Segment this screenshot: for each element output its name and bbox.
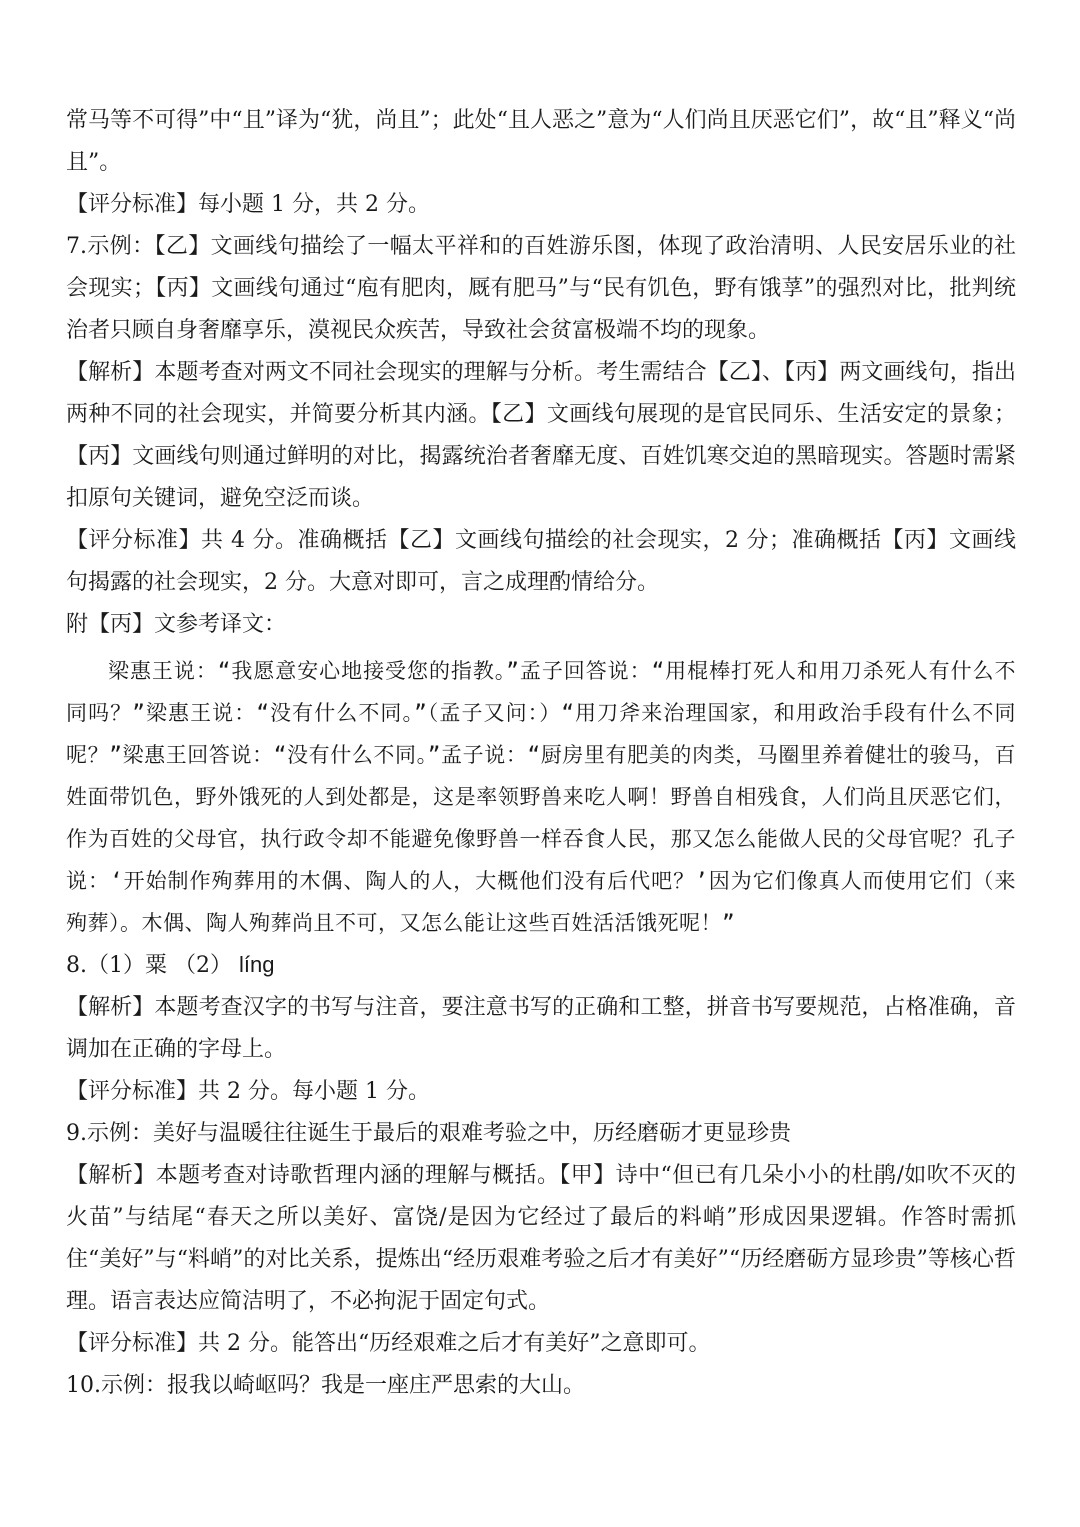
q6-explanation-continuation: 常马等不可得”中“且”译为“犹，尚且”；此处“且人恶之”意为“人们尚且厌恶它们”，故“且”释义“尚且”。: [66, 108, 1016, 175]
q8-pinyin: líng: [238, 952, 275, 977]
q7-sample-answer: 7.示例：【乙】文画线句描绘了一幅太平祥和的百姓游乐图，体现了政治清明、人民安居乐业的社会现实；【丙】文画线句通过“庖有肥肉，厩有肥马”与“民有饥色，野有饿莩”的强烈对比，批判统治者只顾自身奢靡享乐，漠视民众疾苦，导致社会贫富极端不均的现象。: [66, 234, 1016, 343]
q9-scoring-standard: 【评分标准】共 2 分。能答出“历经艰难之后才有美好”之意即可。: [66, 1331, 711, 1356]
q6-scoring-standard: 【评分标准】每小题 1 分，共 2 分。: [66, 192, 430, 217]
q7-scoring-standard: 【评分标准】共 4 分。准确概括【乙】文画线句描绘的社会现实，2 分；准确概括【丙】文画线句揭露的社会现实，2 分。大意对即可，言之成理酌情给分。: [66, 528, 1016, 595]
q8-answer: [66, 944, 1016, 987]
q9-sample-answer: 9.示例：美好与温暖往往诞生于最后的艰难考验之中，历经磨砺才更显珍贵: [66, 1121, 791, 1146]
reference-translation: 梁惠王说：“我愿意安心地接受您的指教。”孟子回答说：“用棍棒打死人和用刀杀死人有什么不同吗？”梁惠王说：“没有什么不同。”（孟子又问：）“用刀斧来治理国家，和用政治手段有什么不同呢？”梁惠王回答说：“没有什么不同。”孟子说：“厨房里有肥美的肉类，马圈里养着健壮的骏马，百姓面带饥色，野外饿死的人到处都是，这是率领野兽来吃人啊！野兽自相残食，人们尚且厌恶它们，作为百姓的父母官，执行政令却不能避免像野兽一样吞食人民，那又怎么能做人民的父母官呢？孔子说：‘开始制作殉葬用的木偶、陶人的人，大概他们没有后代吧？’因为它们像真人而使用它们（来殉葬）。木偶、陶人殉葬尚且不可，又怎么能让这些百姓活活饿死呢！”: [66, 659, 1016, 935]
q9-analysis: 【解析】本题考查对诗歌哲理内涵的理解与概括。【甲】诗中“但已有几朵小小的杜鹃/如吹不灭的火苗”与结尾“春天之所以美好、富饶/是因为它经过了最后的料峭”形成因果逻辑。作答时需抓住“美好”与“料峭”的对比关系，提炼出“经历艰难考验之后才有美好”“历经磨砺方显珍贵”等核心哲理。语言表达应简洁明了，不必拘泥于固定句式。: [66, 1163, 1016, 1314]
q8-answer-text: 8.（1）粟 （2）: [66, 953, 239, 978]
q7-analysis: 【解析】本题考查对两文不同社会现实的理解与分析。考生需结合【乙】、【丙】两文画线句，指出两种不同的社会现实，并简要分析其内涵。【乙】文画线句展现的是官民同乐、生活安定的景象；【丙】文画线句则通过鲜明的对比，揭露统治者奢靡无度、百姓饥寒交迫的黑暗现实。答题时需紧扣原句关键词，避免空泛而谈。: [66, 360, 1016, 511]
q8-analysis: 【解析】本题考查汉字的书写与注音，要注意书写的正确和工整，拼音书写要规范，占格准确，音调加在正确的字母上。: [66, 995, 1016, 1062]
translation-heading: 附【丙】文参考译文：: [66, 612, 287, 637]
q10-sample-answer: 10.示例：报我以崎岖吗？我是一座庄严思索的大山。: [66, 1373, 585, 1398]
answer-key-page: [66, 100, 1016, 1407]
q8-scoring-standard: 【评分标准】共 2 分。每小题 1 分。: [66, 1079, 430, 1104]
